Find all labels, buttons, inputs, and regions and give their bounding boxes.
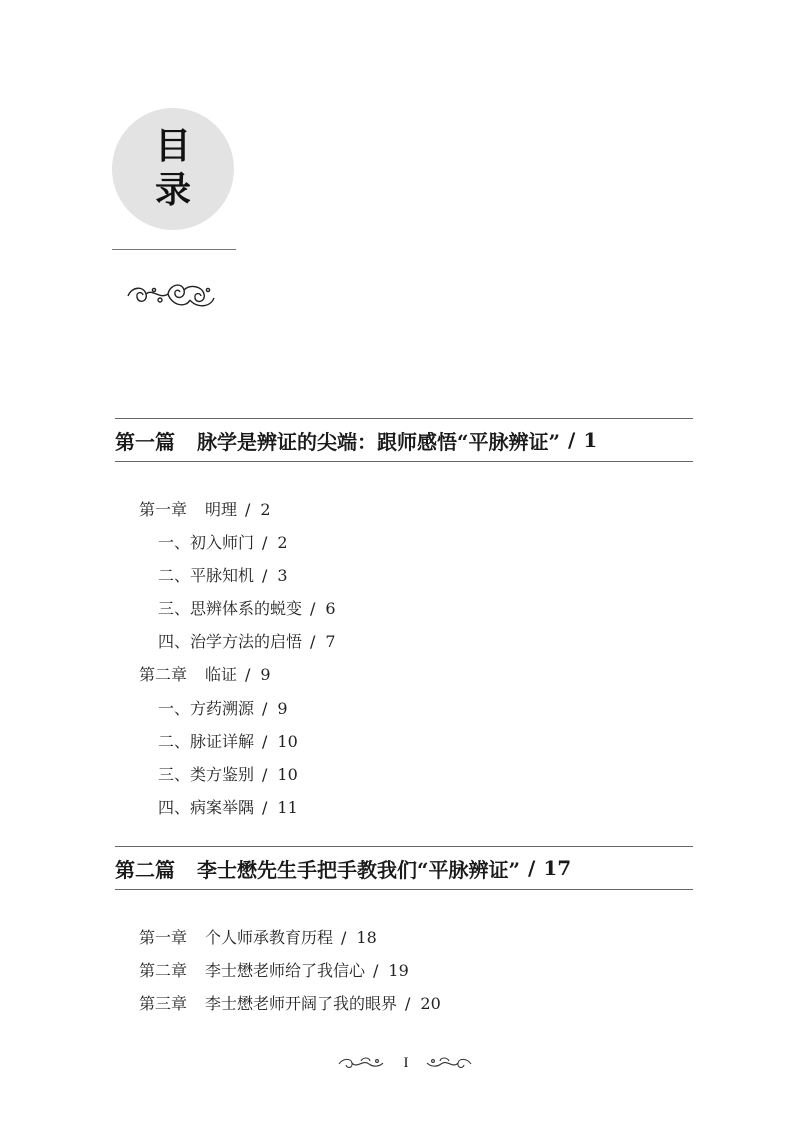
chapter-label: 第一章 (139, 928, 188, 947)
page-number: I (403, 1055, 409, 1071)
chapter-page-number: 2 (260, 500, 271, 519)
chapter-label: 第二章 (139, 961, 188, 980)
chapter-entry[interactable] (139, 925, 377, 948)
page-separator: / (262, 533, 268, 552)
page-separator: / (262, 566, 268, 585)
section-title: 二、平脉知机 (158, 566, 255, 585)
part-page-number: 1 (583, 428, 598, 452)
section-title: 三、思辨体系的蜕变 (158, 599, 303, 618)
section-title: 一、方药溯源 (158, 699, 255, 718)
section-entry[interactable] (158, 696, 288, 719)
page-separator: / (262, 699, 268, 718)
section-page-number: 7 (325, 632, 336, 651)
chapter-label: 第二章 (139, 665, 188, 684)
page-separator: / (262, 798, 268, 817)
title-divider (112, 249, 236, 250)
page-separator: / (341, 928, 347, 947)
toc-title-char-1: 目 (154, 126, 191, 167)
scroll-ornament-icon (337, 1055, 385, 1073)
section-page-number: 10 (277, 732, 298, 751)
section-title: 四、病案举隅 (158, 798, 255, 817)
chapter-title: 李士懋老师给了我信心 (205, 961, 366, 980)
scroll-ornament-icon (124, 278, 218, 314)
section-page-number: 9 (277, 699, 288, 718)
page-separator: / (245, 665, 251, 684)
section-entry[interactable] (158, 563, 288, 586)
chapter-entry[interactable] (139, 958, 409, 981)
page-separator: / (373, 961, 379, 980)
chapter-title: 个人师承教育历程 (205, 928, 334, 947)
section-page-number: 11 (277, 798, 298, 817)
page-separator: / (245, 500, 251, 519)
page-separator: / (528, 856, 536, 880)
page-separator: / (310, 599, 316, 618)
chapter-page-number: 19 (388, 961, 409, 980)
part-title: 脉学是辨证的尖端：跟师感悟“平脉辨证” (197, 429, 561, 454)
chapter-title: 明理 (205, 500, 238, 519)
chapter-title: 临证 (205, 665, 238, 684)
part-page-number: 17 (543, 856, 572, 880)
section-page-number: 3 (277, 566, 288, 585)
part-heading[interactable] (115, 418, 693, 462)
section-entry[interactable] (158, 795, 298, 818)
chapter-title: 李士懋老师开阔了我的眼界 (205, 994, 398, 1013)
page-separator: / (310, 632, 316, 651)
section-title: 一、初入师门 (158, 533, 255, 552)
section-title: 二、脉证详解 (158, 732, 255, 751)
page-separator: / (405, 994, 411, 1013)
chapter-entry[interactable] (139, 662, 271, 685)
section-entry[interactable] (158, 729, 298, 752)
part-title: 李士懋先生手把手教我们“平脉辨证” (197, 857, 521, 882)
part-heading[interactable] (115, 846, 693, 890)
page-separator: / (262, 732, 268, 751)
section-entry[interactable] (158, 762, 298, 785)
section-entry[interactable] (158, 596, 336, 619)
page-separator: / (568, 428, 576, 452)
chapter-entry[interactable] (139, 991, 441, 1014)
chapter-page-number: 20 (420, 994, 441, 1013)
toc-title-badge (112, 108, 234, 230)
scroll-ornament-icon (425, 1055, 473, 1073)
chapter-page-number: 18 (356, 928, 377, 947)
section-entry[interactable] (158, 530, 288, 553)
section-entry[interactable] (158, 629, 336, 652)
chapter-entry[interactable] (139, 497, 271, 520)
part-label: 第二篇 (115, 857, 175, 882)
chapter-page-number: 9 (260, 665, 271, 684)
chapter-label: 第三章 (139, 994, 188, 1013)
page-separator: / (262, 765, 268, 784)
toc-title-char-2: 录 (154, 170, 191, 211)
section-title: 三、类方鉴别 (158, 765, 255, 784)
part-label: 第一篇 (115, 429, 175, 454)
section-page-number: 2 (277, 533, 288, 552)
section-page-number: 6 (325, 599, 336, 618)
section-title: 四、治学方法的启悟 (158, 632, 303, 651)
section-page-number: 10 (277, 765, 298, 784)
chapter-label: 第一章 (139, 500, 188, 519)
